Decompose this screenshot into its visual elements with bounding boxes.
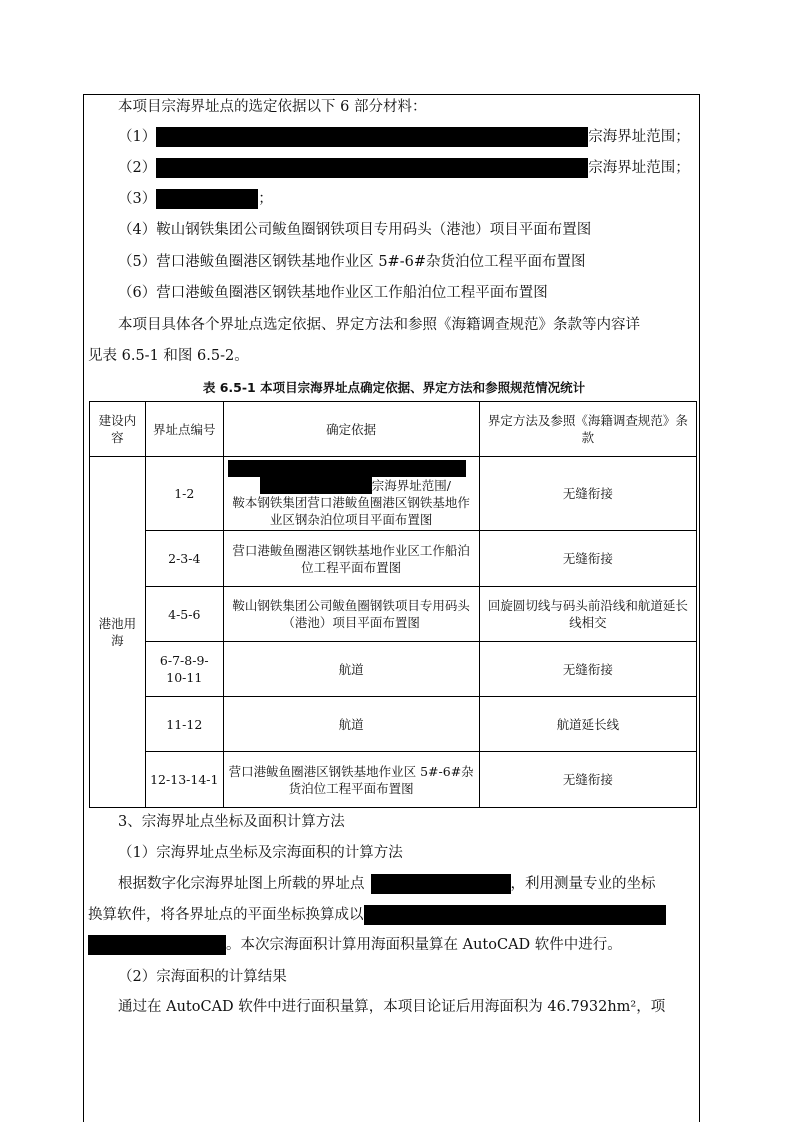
para-2-line-2: 见表 6.5-1 和图 6.5-2。 <box>88 348 249 364</box>
intro-text: 本项目宗海界址点的选定依据以下 6 部分材料： <box>118 99 427 115</box>
para-3-line-2 <box>88 905 700 925</box>
table-header-row <box>90 402 697 457</box>
method-cell: 航道延长线 <box>479 697 696 752</box>
basis-cell: 航道 <box>223 642 479 697</box>
table-caption: 表 6.5-1 本项目宗海界址点确定依据、界定方法和参照规范情况统计 <box>202 380 586 395</box>
item-3 <box>88 189 730 209</box>
item-1 <box>88 127 730 147</box>
redaction-bar <box>228 460 466 477</box>
point-cell: 2-3-4 <box>145 531 223 587</box>
method-cell: 无缝衔接 <box>479 642 696 697</box>
basis-cell <box>223 457 479 531</box>
para-3-pre: 根据数字化宗海界址图上所载的界址点 <box>118 876 365 892</box>
item-4: （4）鞍山钢铁集团公司鲅鱼圈钢铁项目专用码头（港池）项目平面布置图 <box>118 222 592 238</box>
method-cell: 回旋圆切线与码头前沿线和航道延长线相交 <box>479 587 696 642</box>
para-3-line-1 <box>88 874 730 894</box>
header-cell: 建设内容 <box>90 402 146 457</box>
basis-text: 鞍本钢铁集团营口港鲅鱼圈港区钢铁基地作业区钢杂泊位项目平面布置图 <box>232 494 470 527</box>
method-cell: 无缝衔接 <box>479 752 696 808</box>
item-1-suffix: 宗海界址范围； <box>588 129 690 145</box>
item-6: （6）营口港鲅鱼圈港区钢铁基地作业区工作船泊位工程平面布置图 <box>118 285 548 301</box>
point-cell: 11-12 <box>145 697 223 752</box>
section-3-heading: 3、宗海界址点坐标及面积计算方法 <box>118 814 345 830</box>
header-cell: 界定方法及参照《海籍调查规范》条款 <box>479 402 696 457</box>
para-3-end: 。本次宗海面积计算用海面积量算在 AutoCAD 软件中进行。 <box>226 937 622 953</box>
table-row <box>90 697 697 752</box>
redaction-bar <box>156 189 258 209</box>
subsection-2-heading: （2）宗海面积的计算结果 <box>118 969 287 985</box>
table-row <box>90 642 697 697</box>
item-5: （5）营口港鲅鱼圈港区钢铁基地作业区 5#-6#杂货泊位工程平面布置图 <box>118 254 586 270</box>
group-cell: 港池用海 <box>90 457 146 808</box>
basis-cell: 航道 <box>223 697 479 752</box>
redaction-bar <box>371 874 511 894</box>
item-2-suffix: 宗海界址范围； <box>588 160 690 176</box>
table-row <box>90 752 697 808</box>
item-2 <box>88 158 730 178</box>
para-2-line-1: 本项目具体各个界址点选定依据、界定方法和参照《海籍调查规范》条款等内容详 <box>118 317 640 333</box>
basis-cell: 营口港鲅鱼圈港区钢铁基地作业区工作船泊位工程平面布置图 <box>223 531 479 587</box>
para-4: 通过在 AutoCAD 软件中进行面积量算，本项目论证后用海面积为 46.7932hm²，项 <box>118 999 666 1015</box>
redaction-bar <box>260 477 372 494</box>
point-cell: 1-2 <box>145 457 223 531</box>
header-cell: 界址点编号 <box>145 402 223 457</box>
point-cell: 6-7-8-9-10-11 <box>145 642 223 697</box>
item-3-suffix: ； <box>258 191 273 207</box>
basis-cell: 鞍山钢铁集团公司鲅鱼圈钢铁项目专用码头（港池）项目平面布置图 <box>223 587 479 642</box>
para-3-line-3 <box>88 935 700 955</box>
point-cell: 4-5-6 <box>145 587 223 642</box>
para-3-mid: 换算软件，将各界址点的平面坐标换算成以 <box>88 907 364 923</box>
item-1-num: （1） <box>118 129 157 145</box>
point-cell: 12-13-14-1 <box>145 752 223 808</box>
header-cell: 确定依据 <box>223 402 479 457</box>
para-3-post: ，利用测量专业的坐标 <box>510 876 656 892</box>
item-3-num: （3） <box>118 191 157 207</box>
redaction-bar <box>88 935 226 955</box>
redaction-bar <box>364 905 666 925</box>
basis-cell: 营口港鲅鱼圈港区钢铁基地作业区 5#-6#杂货泊位工程平面布置图 <box>223 752 479 808</box>
table-row <box>90 531 697 587</box>
subsection-1-heading: （1）宗海界址点坐标及宗海面积的计算方法 <box>118 845 403 861</box>
basis-top-text: 宗海界址范围/ <box>371 477 451 493</box>
method-cell: 无缝衔接 <box>479 531 696 587</box>
table-row <box>90 587 697 642</box>
boundary-table <box>89 401 697 808</box>
redaction-bar <box>156 127 588 147</box>
table-row <box>90 457 697 531</box>
method-cell: 无缝衔接 <box>479 457 696 531</box>
redaction-bar <box>156 158 588 178</box>
item-2-num: （2） <box>118 160 157 176</box>
